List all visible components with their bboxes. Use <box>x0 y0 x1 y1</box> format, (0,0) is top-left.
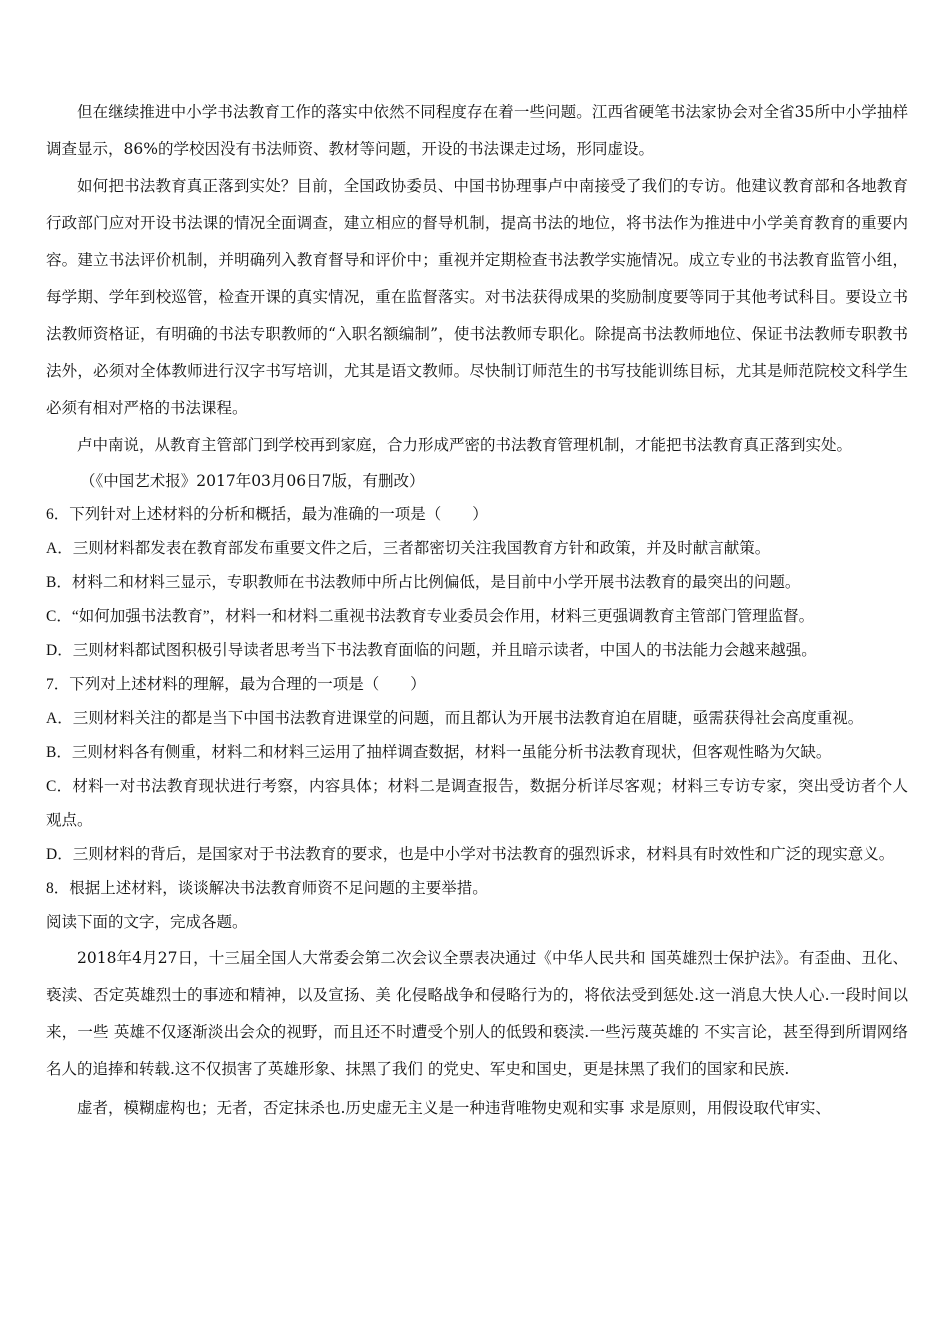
question-6-option-c: C．“如何加强书法教育”，材料一和材料二重视书法教育专业委员会作用，材料三更强调教育主管部门管理监督。 <box>46 608 815 625</box>
passage1-source: （《中国艺术报》2017年03月06日7版，有删改） <box>80 472 425 490</box>
question-7-option-c: C．材料一对书法教育现状进行考察，内容具体；材料二是调查报告，数据分析详尽客观；材料三专访专家，突出受访者个人观点。 <box>46 778 908 829</box>
question-6-option-d: D．三则材料都试图积极引导读者思考当下书法教育面临的问题，并且暗示读者，中国人的书法能力会越来越强。 <box>46 642 817 659</box>
question-6-option-a: A．三则材料都发表在教育部发布重要文件之后，三者都密切关注我国教育方针和政策，并及时献言献策。 <box>46 540 771 557</box>
passage2-paragraph-1: 2018年4月27日，十三届全国人大常委会第二次会议全票表决通过《中华人民共和 国英雄烈士保护法》。有歪曲、丑化、亵渎、否定英雄烈士的事迹和精神，以及宣扬、美 化侵略战争和侵略行为的，将依法受到惩处.这一消息大快人心.一段时间以来，一些 英雄不仅逐渐淡出会众的视野，而且还不时遭受个别人的低毁和亵渎.一些污蔑英雄的 不实言论，甚至得到所谓网络名人的追捧和转载.这不仅损害了英雄形象、抹黑了我们 的党史、军史和国史，更是抹黑了我们的国家和民族. <box>46 949 908 1078</box>
passage1-paragraph-2: 如何把书法教育真正落到实处？目前，全国政协委员、中国书协理事卢中南接受了我们的专访。他建议教育部和各地教育行政部门应对开设书法课的情况全面调查，建立相应的督导机制，提高书法的地位，将书法作为推进中小学美育教育的重要内容。建立书法评价机制，并明确列入教育督导和评价中；重视并定期检查书法教学实施情况。成立专业的书法教育监管小组，每学期、学年到校巡管，检查开课的真实情况，重在监督落实。对书法获得成果的奖励制度要等同于其他考试科目。要设立书法教师资格证，有明确的书法专职教师的“入职名额编制”，使书法教师专职化。除提高书法教师地位、保证书法教师专职教书法外，必须对全体教师进行汉字书写培训，尤其是语文教师。尽快制订师范生的书写技能训练目标，尤其是师范院校文科学生必须有相对严格的书法课程。 <box>46 177 908 417</box>
passage1-paragraph-3: 卢中南说，从教育主管部门到学校再到家庭，合力形成严密的书法教育管理机制，才能把书法教育真正落到实处。 <box>77 436 853 454</box>
question-7-option-d: D．三则材料的背后，是国家对于书法教育的要求，也是中小学对书法教育的强烈诉求，材料具有时效性和广泛的现实意义。 <box>46 846 895 863</box>
passage1-paragraph-1: 但在继续推进中小学书法教育工作的落实中依然不同程度存在着一些问题。江西省硬笔书法家协会对全省35所中小学抽样调查显示，86%的学校因没有书法师资、教材等问题，开设的书法课走过场，形同虚设。 <box>46 103 908 158</box>
reading-instruction: 阅读下面的文字，完成各题。 <box>46 914 248 931</box>
document-page <box>46 94 908 1127</box>
question-7-stem: 7．下列对上述材料的理解，最为合理的一项是（ ） <box>46 676 426 693</box>
question-7-option-a: A．三则材料关注的都是当下中国书法教育进课堂的问题，而且都认为开展书法教育迫在眉睫，亟需获得社会高度重视。 <box>46 710 864 727</box>
question-7-option-b: B．三则材料各有侧重，材料二和材料三运用了抽样调查数据，材料一虽能分析书法教育现状，但客观性略为欠缺。 <box>46 744 832 761</box>
question-6-stem: 6．下列针对上述材料的分析和概括，最为准确的一项是（ ） <box>46 506 488 523</box>
question-6-option-b: B．材料二和材料三显示，专职教师在书法教师中所占比例偏低，是目前中小学开展书法教育的最突出的问题。 <box>46 574 801 591</box>
question-8-stem: 8．根据上述材料，谈谈解决书法教育师资不足问题的主要举措。 <box>46 880 488 897</box>
passage2-paragraph-2: 虚者，模糊虚构也；无者，否定抹杀也.历史虚无主义是一种违背唯物史观和实事 求是原则，用假设取代审实、 <box>77 1099 831 1117</box>
